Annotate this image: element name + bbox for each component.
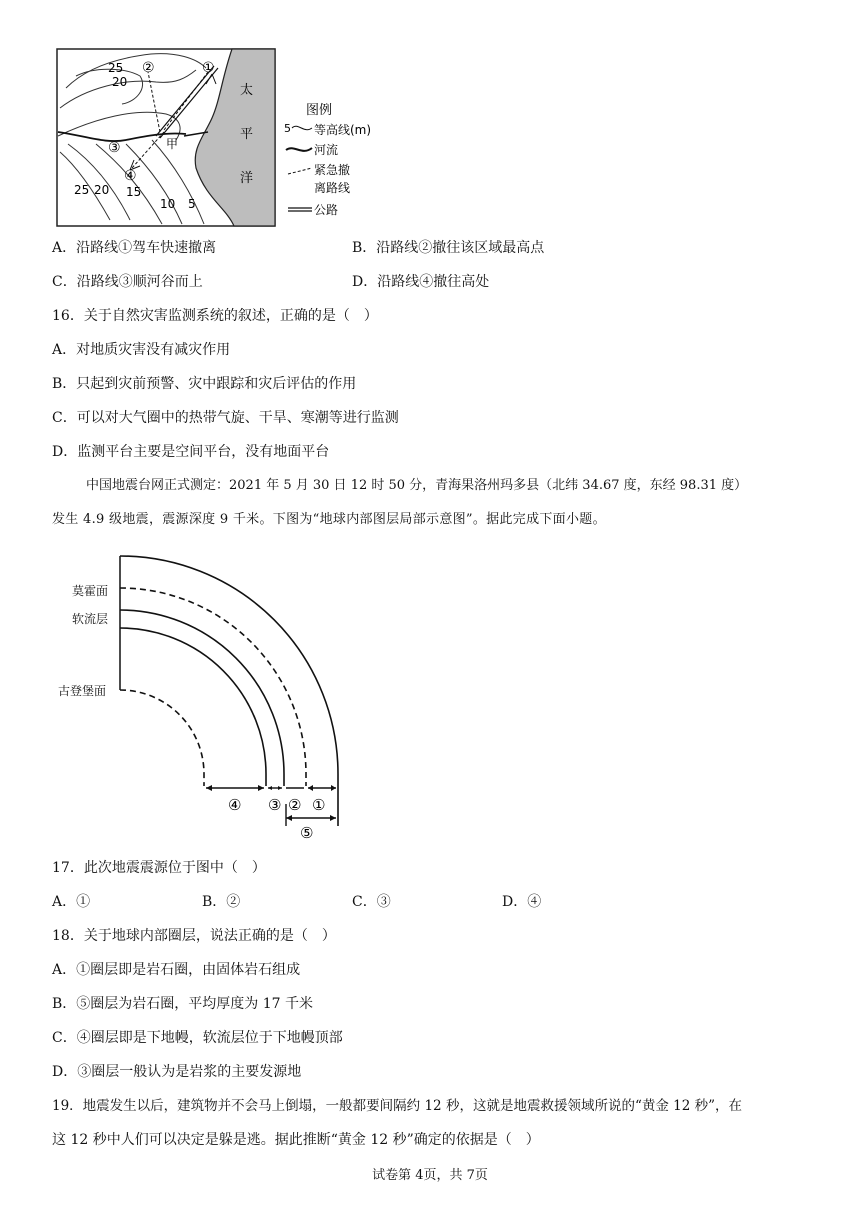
q18-option-d: D．③圈层一般认为是岩浆的主要发源地 — [52, 1064, 302, 1080]
layer-marker-4: ④ — [228, 796, 242, 814]
asthenosphere-top-arc — [120, 610, 284, 786]
asthenosphere-label: 软流层 — [72, 612, 109, 626]
q15-option-a: A．沿路线①驾车快速撤离 — [52, 240, 217, 256]
layer-marker-2: ② — [288, 796, 302, 814]
legend-evac-2: 离路线 — [314, 181, 351, 195]
q17-option-b: B．② — [202, 894, 241, 910]
gutenberg-arc — [120, 690, 204, 786]
ocean-label: 太 — [240, 83, 254, 98]
contour-label: 20 — [94, 183, 110, 197]
q15-option-b: B．沿路线②撤往该区域最高点 — [352, 240, 545, 256]
contour-label: 25 — [74, 183, 90, 197]
q19-line-1: 19．地震发生以后，建筑物并不会马上倒塌，一般都要间隔约 12 秒，这就是地震救援领域所说的“黄金 12 秒”，在 — [52, 1098, 743, 1114]
q16-option-b: B．只起到灾前预警、灾中跟踪和灾后评估的作用 — [52, 376, 357, 392]
q18-option-b: B．⑤圈层为岩石圈，平均厚度为 17 千米 — [52, 996, 314, 1012]
legend-river: 河流 — [314, 143, 339, 157]
passage-line-1: 中国地震台网正式测定：2021 年 5 月 30 日 12 时 50 分，青海果洛州玛多县（北纬 34.67 度，东经 98.31 度） — [86, 478, 748, 493]
q17-stem: 17．此次地震震源位于图中（ ） — [52, 860, 266, 876]
route-marker-2: ② — [142, 60, 155, 76]
legend-evac-symbol — [288, 168, 312, 174]
contour-label: 10 — [160, 197, 176, 211]
layer-marker-1: ① — [312, 796, 326, 814]
route-marker-4: ④ — [124, 168, 137, 184]
contour-label: 20 — [112, 75, 128, 89]
asthenosphere-bottom-arc — [120, 628, 266, 786]
contour-map-figure — [56, 48, 372, 228]
legend-contour-symbol — [292, 126, 312, 129]
q16-option-c: C．可以对大气圈中的热带气旋、干旱、寒潮等进行监测 — [52, 410, 399, 426]
q16-option-a: A．对地质灾害没有减灾作用 — [52, 342, 231, 358]
contour-label: 25 — [108, 61, 124, 75]
ocean-label: 平 — [240, 127, 254, 142]
q19-line-2: 这 12 秒中人们可以决定是躲是逃。据此推断“黄金 12 秒”确定的依据是（ ） — [52, 1132, 540, 1148]
q15-option-c: C．沿路线③顺河谷而上 — [52, 274, 203, 290]
legend-road: 公路 — [314, 203, 339, 217]
legend-contour: 等高线(m) — [314, 123, 372, 137]
ocean-label: 洋 — [240, 171, 254, 186]
q16-stem: 16．关于自然灾害监测系统的叙述，正确的是（ ） — [52, 308, 378, 324]
legend-road-symbol — [288, 208, 312, 211]
q18-option-a: A．①圈层即是岩石圈，由固体岩石组成 — [52, 962, 301, 978]
page-footer: 试卷第 4页，共 7页 — [372, 1168, 488, 1183]
gutenberg-label: 古登堡面 — [58, 684, 107, 698]
moho-arc — [120, 588, 306, 786]
legend-contour-value: 5 — [284, 122, 291, 135]
contour-label: 5 — [188, 197, 196, 211]
passage-line-2: 发生 4.9 级地震，震源深度 9 千米。下图为“地球内部图层局部示意图”。据此完成下面小题。 — [52, 512, 606, 527]
q18-option-c: C．④圈层即是下地幔，软流层位于下地幔顶部 — [52, 1030, 343, 1046]
place-jia: 甲 — [166, 137, 179, 151]
q15-option-d: D．沿路线④撤往高处 — [352, 274, 490, 290]
q17-option-a: A．① — [52, 894, 91, 910]
legend-title: 图例 — [306, 103, 333, 118]
q16-option-d: D．监测平台主要是空间平台，没有地面平台 — [52, 444, 330, 460]
q18-stem: 18．关于地球内部圈层，说法正确的是（ ） — [52, 928, 336, 944]
contour-map-svg — [56, 48, 372, 228]
layer-marker-5: ⑤ — [300, 824, 314, 842]
contour-label: 15 — [126, 185, 142, 199]
q17-option-d: D．④ — [502, 894, 542, 910]
moho-label: 莫霍面 — [72, 584, 109, 598]
route-marker-3: ③ — [108, 140, 121, 156]
legend-evac-1: 紧急撤 — [314, 163, 351, 177]
legend-river-symbol — [286, 148, 312, 151]
layer-marker-3: ③ — [268, 796, 282, 814]
q17-option-c: C．③ — [352, 894, 391, 910]
route-marker-1: ① — [202, 60, 215, 76]
